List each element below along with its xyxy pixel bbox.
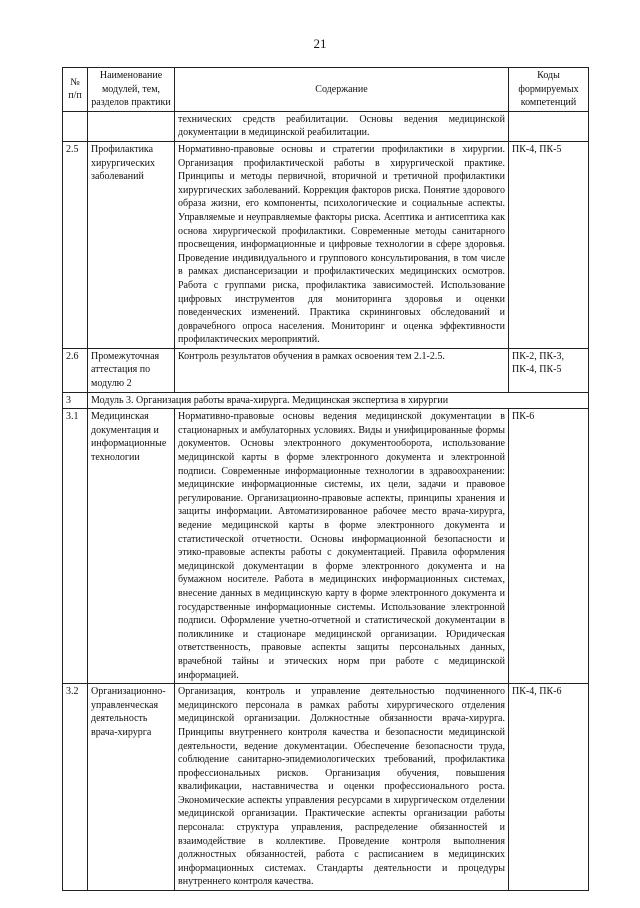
row-codes: ПК-4, ПК-5 bbox=[509, 141, 589, 348]
curriculum-table bbox=[62, 67, 589, 891]
row-content: Организация, контроль и управление деятельностью подчиненного медицинского персонала в рамках работы хирургического отделения медицинской организации. Должностные обязанности врача-хирурга. Принципы внутреннего контроля качества и безопасности медицинской деятельности, ведение документации. Обеспечение безопасности труда, соблюдение санитарно-эпидемиологических требований, профилактика профессиональных рисков. Организация обучения, повышения квалификации, наставничества и оценки профессионального роста. Экономические аспекты управления ресурсами в хирургическом отделении медицинской организации. Практические аспекты организации работы персонала: структура управления, распределение обязанностей и взаимодействие в коллективе. Проведение контроля выполнения должностных обязанностей, работа с расписанием в медицинских информационных системах. Стандарты деятельности и процедуры внутреннего контроля качества. bbox=[175, 684, 509, 891]
table-header-row bbox=[63, 68, 589, 112]
row-name bbox=[88, 111, 175, 141]
page-number: 21 bbox=[313, 36, 327, 51]
module-heading-row bbox=[63, 392, 589, 409]
row-number: 2.5 bbox=[63, 141, 88, 348]
header-module-name: Наименование модулей, тем, разделов практики bbox=[88, 68, 175, 112]
row-codes: ПК-6 bbox=[509, 409, 589, 684]
row-content: Контроль результатов обучения в рамках освоения тем 2.1-2.5. bbox=[175, 348, 509, 392]
table-row bbox=[63, 111, 589, 141]
row-name: Промежуточная аттестация по модулю 2 bbox=[88, 348, 175, 392]
row-codes: ПК-2, ПК-3, ПК-4, ПК-5 bbox=[509, 348, 589, 392]
header-number: № п/п bbox=[63, 68, 88, 112]
row-number: 3.2 bbox=[63, 684, 88, 891]
row-content: технических средств реабилитации. Основы ведения медицинской документации в медицинской реабилитации. bbox=[175, 111, 509, 141]
table-row bbox=[63, 348, 589, 392]
row-content: Нормативно-правовые основы и стратегии профилактики в хирургии. Организация профилактической работы в хирургической практике. Принципы и методы первичной, вторичной и третичной профилактики хирургических заболеваний. Коррекция факторов риска. Понятие здорового образа жизни, его компоненты, психологические и социальные аспекты. Управляемые и неуправляемые факторы риска. Асептика и антисептика как основа хирургической профилактики. Современные методы санитарного просвещения, информационные и цифровые технологии в сфере здоровья. Проведение индивидуального и группового консультирования, в том числе в рамках диспансеризации и профилактических медицинских осмотров. Работа с группами риска, профилактика зависимостей. Использование цифровых инструментов для мониторинга здоровья и оценки поведенческих изменений. Практика скрининговых обследований и доврачебного опроса населения. Мониторинг и оценка эффективности профилактических мероприятий. bbox=[175, 141, 509, 348]
row-codes: ПК-4, ПК-6 bbox=[509, 684, 589, 891]
header-competency-codes: Коды формируемых компетенций bbox=[509, 68, 589, 112]
row-name: Медицинская документация и информационные технологии bbox=[88, 409, 175, 684]
module-number: 3 bbox=[63, 392, 88, 409]
row-content: Нормативно-правовые основы ведения медицинской документации в стационарных и амбулаторных условиях. Виды и унифицированные формы документов. Основы электронного документооборота, использование медицинской карты в форме электронного документа и электронной подписи. Современные информационные технологии в здравоохранении: медицинские информационные системы, их цели, задачи и правовое регулирование. Организационно-правовые аспекты, принципы хранения и защиты информации. Автоматизированное рабочее место врача-хирурга, ведение медицинской карты в форме электронного документа и статистической отчетности. Основы информационной безопасности и этико-правовые аспекты работы с документацией. Правила оформления медицинской документации в форме электронного документа и на бумажном носителе. Работа в медицинских информационных системах, внесение данных в медицинскую карту в форме электронного документа и государственные информационные системы. Использование электронной подписи. Оформление учетно-отчетной и статистической документации в поликлинике и стационаре медицинской организации. Юридическая ответственность, правовые аспекты защиты персональных данных, врачебной тайны и этических норм при работе с медицинской информацией. bbox=[175, 409, 509, 684]
row-name: Организационно-управленческая деятельность врача-хирурга bbox=[88, 684, 175, 891]
module-title: Модуль 3. Организация работы врача-хирурга. Медицинская экспертиза в хирургии bbox=[88, 392, 589, 409]
table-row bbox=[63, 409, 589, 684]
table-row bbox=[63, 141, 589, 348]
row-number: 3.1 bbox=[63, 409, 88, 684]
row-number: 2.6 bbox=[63, 348, 88, 392]
header-content: Содержание bbox=[175, 68, 509, 112]
row-number bbox=[63, 111, 88, 141]
row-codes bbox=[509, 111, 589, 141]
table-row bbox=[63, 684, 589, 891]
row-name: Профилактика хирургических заболеваний bbox=[88, 141, 175, 348]
